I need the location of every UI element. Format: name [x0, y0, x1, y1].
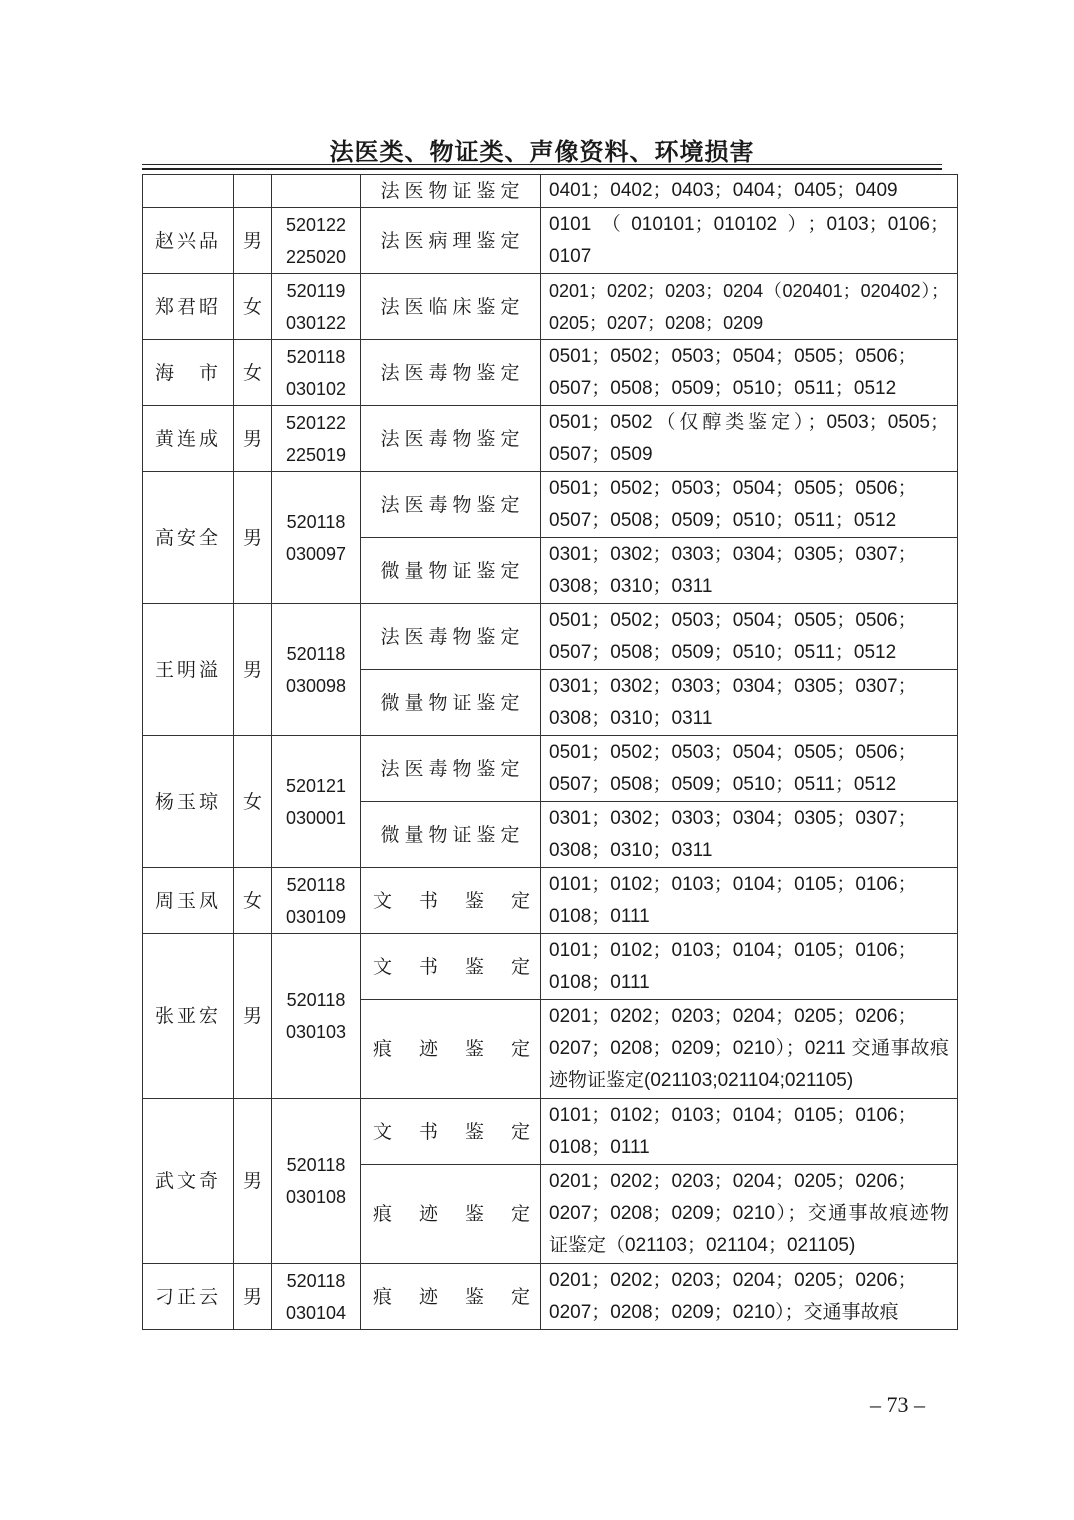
cert-cell: 520118 030102: [272, 340, 361, 406]
gender-cell: 女: [234, 340, 272, 406]
gender-cell: 男: [234, 406, 272, 472]
items-cell: 0501；0502（仅醇类鉴定）；0503；0505；0507；0509: [541, 406, 958, 472]
table-row: [143, 406, 958, 472]
header-rule-thick: [142, 168, 942, 170]
type-cell: 痕迹鉴定: [361, 1264, 541, 1330]
gender-cell: 女: [234, 274, 272, 340]
name-cell: 周玉凤: [143, 868, 234, 934]
cert-cell: 520118 030098: [272, 604, 361, 736]
cert-cell: 520122 225019: [272, 406, 361, 472]
type-cell: 痕迹鉴定: [361, 1165, 541, 1264]
items-cell: 0401；0402；0403；0404；0405；0409: [541, 175, 958, 208]
items-cell: 0201；0202；0203；0204（020401；020402）；0205；0207；0208；0209: [541, 274, 958, 340]
type-cell: 法医毒物鉴定: [361, 736, 541, 802]
cert-cell: 520118 030104: [272, 1264, 361, 1330]
gender-cell: 男: [234, 472, 272, 604]
table-row: [143, 934, 958, 1000]
expert-table: [142, 174, 958, 1330]
name-cell: 赵兴品: [143, 208, 234, 274]
table-row: [143, 1099, 958, 1165]
table-row: [143, 472, 958, 538]
type-cell: 法医毒物鉴定: [361, 472, 541, 538]
items-cell: 0301；0302；0303；0304；0305；0307；0308；0310；0311: [541, 802, 958, 868]
items-cell: 0201；0202；0203；0204；0205；0206；0207；0208；0209；0210）；0211 交通事故痕迹物证鉴定(021103;021104;021105): [541, 1000, 958, 1099]
items-cell: 0101；0102；0103；0104；0105；0106；0108；0111: [541, 868, 958, 934]
name-cell: 黄连成: [143, 406, 234, 472]
table-row: [143, 868, 958, 934]
cert-cell: 520118 030103: [272, 934, 361, 1099]
items-cell: 0301；0302；0303；0304；0305；0307；0308；0310；0311: [541, 538, 958, 604]
cert-cell: 520119 030122: [272, 274, 361, 340]
table-row: [143, 340, 958, 406]
gender-cell: 女: [234, 868, 272, 934]
items-cell: 0501；0502；0503；0504；0505；0506；0507；0508；0509；0510；0511；0512: [541, 340, 958, 406]
name-cell: [143, 175, 234, 208]
name-cell: 张亚宏: [143, 934, 234, 1099]
items-cell: 0201；0202；0203；0204；0205；0206；0207；0208；0209；0210）；交通事故痕: [541, 1264, 958, 1330]
gender-cell: 男: [234, 208, 272, 274]
table-row: [143, 274, 958, 340]
gender-cell: 男: [234, 604, 272, 736]
type-cell: 文书鉴定: [361, 1099, 541, 1165]
gender-cell: 女: [234, 736, 272, 868]
items-cell: 0101；0102；0103；0104；0105；0106；0108；0111: [541, 934, 958, 1000]
type-cell: 痕迹鉴定: [361, 1000, 541, 1099]
items-cell: 0301；0302；0303；0304；0305；0307；0308；0310；0311: [541, 670, 958, 736]
name-cell: 刁正云: [143, 1264, 234, 1330]
name-cell: 王明溢: [143, 604, 234, 736]
items-cell: 0101（010101；010102）；0103；0106；0107: [541, 208, 958, 274]
items-cell: 0501；0502；0503；0504；0505；0506；0507；0508；0509；0510；0511；0512: [541, 472, 958, 538]
type-cell: 法医毒物鉴定: [361, 604, 541, 670]
name-cell: 武文奇: [143, 1099, 234, 1264]
type-cell: 微量物证鉴定: [361, 802, 541, 868]
items-cell: 0201；0202；0203；0204；0205；0206；0207；0208；0209；0210）；交通事故痕迹物证鉴定（021103；021104；021105): [541, 1165, 958, 1264]
type-cell: 法医毒物鉴定: [361, 406, 541, 472]
cert-cell: 520118 030108: [272, 1099, 361, 1264]
items-cell: 0501；0502；0503；0504；0505；0506；0507；0508；0509；0510；0511；0512: [541, 604, 958, 670]
type-cell: 法医病理鉴定: [361, 208, 541, 274]
type-cell: 微量物证鉴定: [361, 538, 541, 604]
cert-cell: 520121 030001: [272, 736, 361, 868]
name-cell: 杨玉琼: [143, 736, 234, 868]
name-cell: 郑君昭: [143, 274, 234, 340]
table-row: [143, 604, 958, 670]
cert-cell: 520118 030097: [272, 472, 361, 604]
table-row: [143, 208, 958, 274]
cert-cell: 520118 030109: [272, 868, 361, 934]
table-row: [143, 1264, 958, 1330]
table-row: [143, 736, 958, 802]
name-cell: 海 市: [143, 340, 234, 406]
gender-cell: 男: [234, 934, 272, 1099]
name-cell: 高安全: [143, 472, 234, 604]
gender-cell: 男: [234, 1099, 272, 1264]
table-row: [143, 175, 958, 208]
type-cell: 文书鉴定: [361, 934, 541, 1000]
cert-cell: 520122 225020: [272, 208, 361, 274]
type-cell: 法医毒物鉴定: [361, 340, 541, 406]
cert-cell: [272, 175, 361, 208]
page-header-title: 法医类、物证类、声像资料、环境损害: [329, 137, 755, 166]
items-cell: 0501；0502；0503；0504；0505；0506；0507；0508；0509；0510；0511；0512: [541, 736, 958, 802]
header-rule-thin: [142, 164, 942, 165]
gender-cell: 男: [234, 1264, 272, 1330]
type-cell: 微量物证鉴定: [361, 670, 541, 736]
items-cell: 0101；0102；0103；0104；0105；0106；0108；0111: [541, 1099, 958, 1165]
page-number: – 73 –: [870, 1392, 925, 1417]
type-cell: 法医临床鉴定: [361, 274, 541, 340]
type-cell: 文书鉴定: [361, 868, 541, 934]
type-cell: 法医物证鉴定: [361, 175, 541, 208]
gender-cell: [234, 175, 272, 208]
